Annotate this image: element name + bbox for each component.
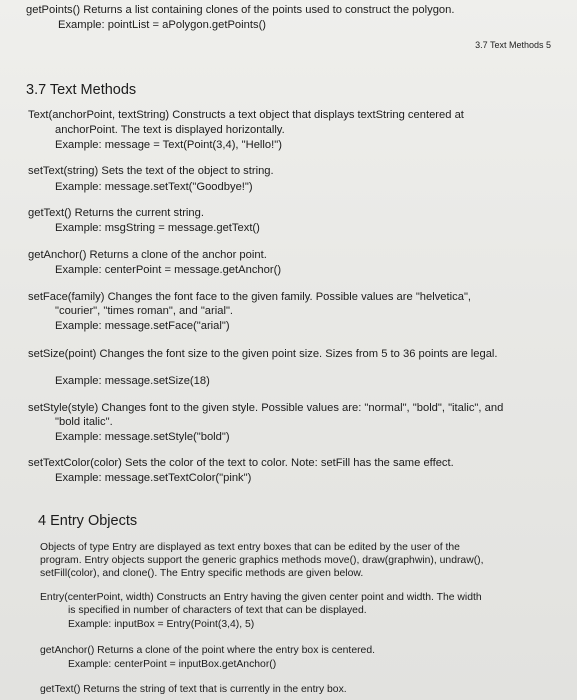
- text-constructor-line1: Text(anchorPoint, textString) Constructs a text object that displays textString centered at: [28, 109, 464, 121]
- gettext-example: Example: msgString = message.getText(): [55, 222, 260, 234]
- setstyle-description-line2: "bold italic".: [55, 416, 113, 428]
- settextcolor-example: Example: message.setTextColor("pink"): [55, 472, 252, 484]
- section-heading-text-methods: 3.7 Text Methods: [26, 82, 137, 98]
- entry-intro-line2: program. Entry objects support the generic graphics methods move(), draw(graphwin), undraw(),: [40, 555, 484, 566]
- getanchor-description: getAnchor() Returns a clone of the anchor point.: [28, 249, 267, 261]
- running-head: 3.7 Text Methods 5: [475, 40, 551, 50]
- settext-description: setText(string) Sets the text of the object to string.: [28, 165, 274, 177]
- entry-intro-line3: setFill(color), and clone(). The Entry specific methods are given below.: [40, 568, 364, 579]
- entry-constructor-line1: Entry(centerPoint, width) Constructs an Entry having the given center point and width. The width: [40, 592, 482, 603]
- entry-getanchor-description: getAnchor() Returns a clone of the point where the entry box is centered.: [40, 645, 375, 656]
- section-heading-entry-objects: 4 Entry Objects: [38, 513, 138, 529]
- setface-example: Example: message.setFace("arial"): [55, 320, 230, 332]
- getpoints-description: getPoints() Returns a list containing clones of the points used to construct the polygon.: [26, 4, 455, 16]
- entry-intro-line1: Objects of type Entry are displayed as text entry boxes that can be edited by the user of the: [40, 542, 460, 553]
- setsize-example: Example: message.setSize(18): [55, 375, 210, 387]
- settextcolor-description: setTextColor(color) Sets the color of the text to color. Note: setFill has the same effect.: [28, 457, 454, 469]
- entry-gettext-description: getText() Returns the string of text that is currently in the entry box.: [40, 684, 347, 695]
- text-constructor-example: Example: message = Text(Point(3,4), "Hello!"): [55, 139, 282, 151]
- setface-description-line2: "courier", "times roman", and "arial".: [55, 305, 234, 317]
- entry-constructor-line2: is specified in number of characters of text that can be displayed.: [68, 605, 367, 616]
- setface-description-line1: setFace(family) Changes the font face to the given family. Possible values are "helvetica",: [28, 291, 472, 303]
- getanchor-example: Example: centerPoint = message.getAnchor(): [55, 264, 282, 276]
- gettext-description: getText() Returns the current string.: [28, 207, 204, 219]
- text-constructor-line2: anchorPoint. The text is displayed horizontally.: [55, 124, 285, 136]
- getpoints-example: Example: pointList = aPolygon.getPoints(): [58, 19, 267, 31]
- settext-example: Example: message.setText("Goodbye!"): [55, 181, 253, 193]
- entry-getanchor-example: Example: centerPoint = inputBox.getAnchor(): [68, 659, 277, 670]
- setsize-description: setSize(point) Changes the font size to the given point size. Sizes from 5 to 36 points are legal.: [28, 348, 498, 360]
- setstyle-example: Example: message.setStyle("bold"): [55, 431, 230, 443]
- entry-constructor-example: Example: inputBox = Entry(Point(3,4), 5): [68, 619, 255, 630]
- setstyle-description-line1: setStyle(style) Changes font to the given style. Possible values are: "normal", "bold", "italic", and: [28, 402, 504, 414]
